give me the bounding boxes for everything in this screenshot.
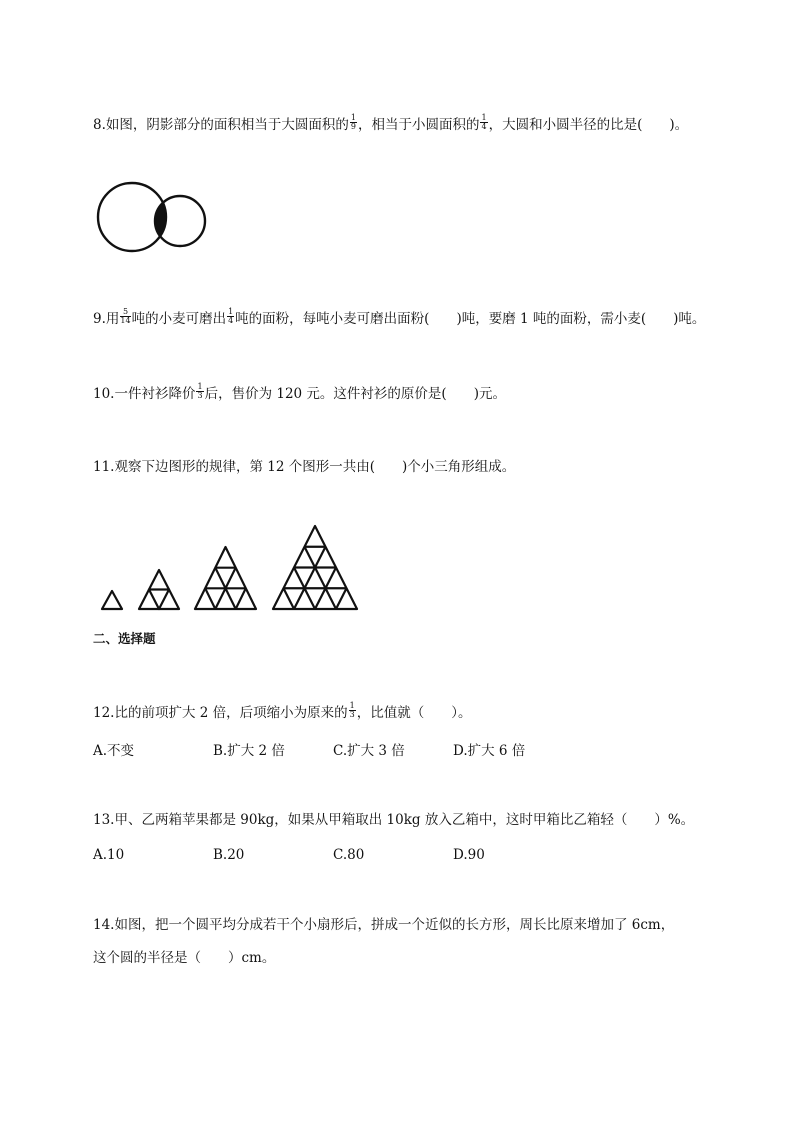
option-b[interactable]: B.扩大 2 倍 — [213, 743, 285, 759]
fraction: $\frac{1}{3}$ — [349, 701, 355, 719]
triangle-figure-2 — [139, 570, 179, 609]
question-14-line-2: 这个圆的半径是（ ）cm。 — [93, 950, 276, 966]
option-c[interactable]: C.80 — [333, 847, 365, 863]
option-c[interactable]: C.扩大 3 倍 — [333, 743, 405, 759]
question-12: 12.比的前项扩大 2 倍，后项缩小为原来的 $\frac{1}{3}$ ，比值就（ ）。 — [93, 701, 472, 721]
option-d[interactable]: D.90 — [453, 847, 485, 863]
triangle-figure-3 — [195, 547, 256, 609]
triangle-figure-1 — [102, 591, 122, 609]
option-a[interactable]: A.不变 — [93, 743, 135, 759]
fraction: $\frac{1}{4}$ — [481, 113, 487, 131]
question-14-line-1: 14.如图，把一个圆平均分成若干个小扇形后，拼成一个近似的长方形，周长比原来增加了 6cm， — [93, 917, 675, 933]
fraction: $\frac{1}{4}$ — [228, 307, 234, 325]
fraction: $\frac{1}{3}$ — [197, 382, 203, 400]
question-8: 8.如图，阴影部分的面积相当于大圆面积的 $\frac{1}{9}$ ，相当于小圆面积的 $\frac{1}{4}$ ，大圆和小圆半径的比是( )。 — [93, 113, 689, 133]
question-13: 13.甲、乙两箱苹果都是 90kg，如果从甲箱取出 10kg 放入乙箱中，这时甲箱比乙箱轻（ ）%。 — [93, 812, 695, 828]
triangle-figure-4 — [273, 526, 357, 609]
question-10: 10.一件衬衫降价 $\frac{1}{3}$ 后，售价为 120 元。这件衬衫的原价是( )元。 — [93, 382, 506, 402]
option-b[interactable]: B.20 — [213, 847, 245, 863]
option-d[interactable]: D.扩大 6 倍 — [453, 743, 526, 759]
question-11: 11.观察下边图形的规律，第 12 个图形一共由( )个小三角形组成。 — [93, 459, 516, 475]
triangle-pattern-figure — [95, 522, 365, 614]
question-9: 9.用 $\frac{5}{14}$ 吨的小麦可磨出 $\frac{1}{4}$ 吨的面粉，每吨小麦可磨出面粉( )吨，要磨 1 吨的面粉，需小麦( )吨。 — [93, 307, 706, 327]
option-a[interactable]: A.10 — [93, 847, 125, 863]
section-title: 二、选择题 — [93, 631, 156, 646]
fraction: $\frac{5}{14}$ — [120, 307, 131, 325]
fraction: $\frac{1}{9}$ — [350, 113, 356, 131]
two-circles-figure — [95, 180, 210, 255]
